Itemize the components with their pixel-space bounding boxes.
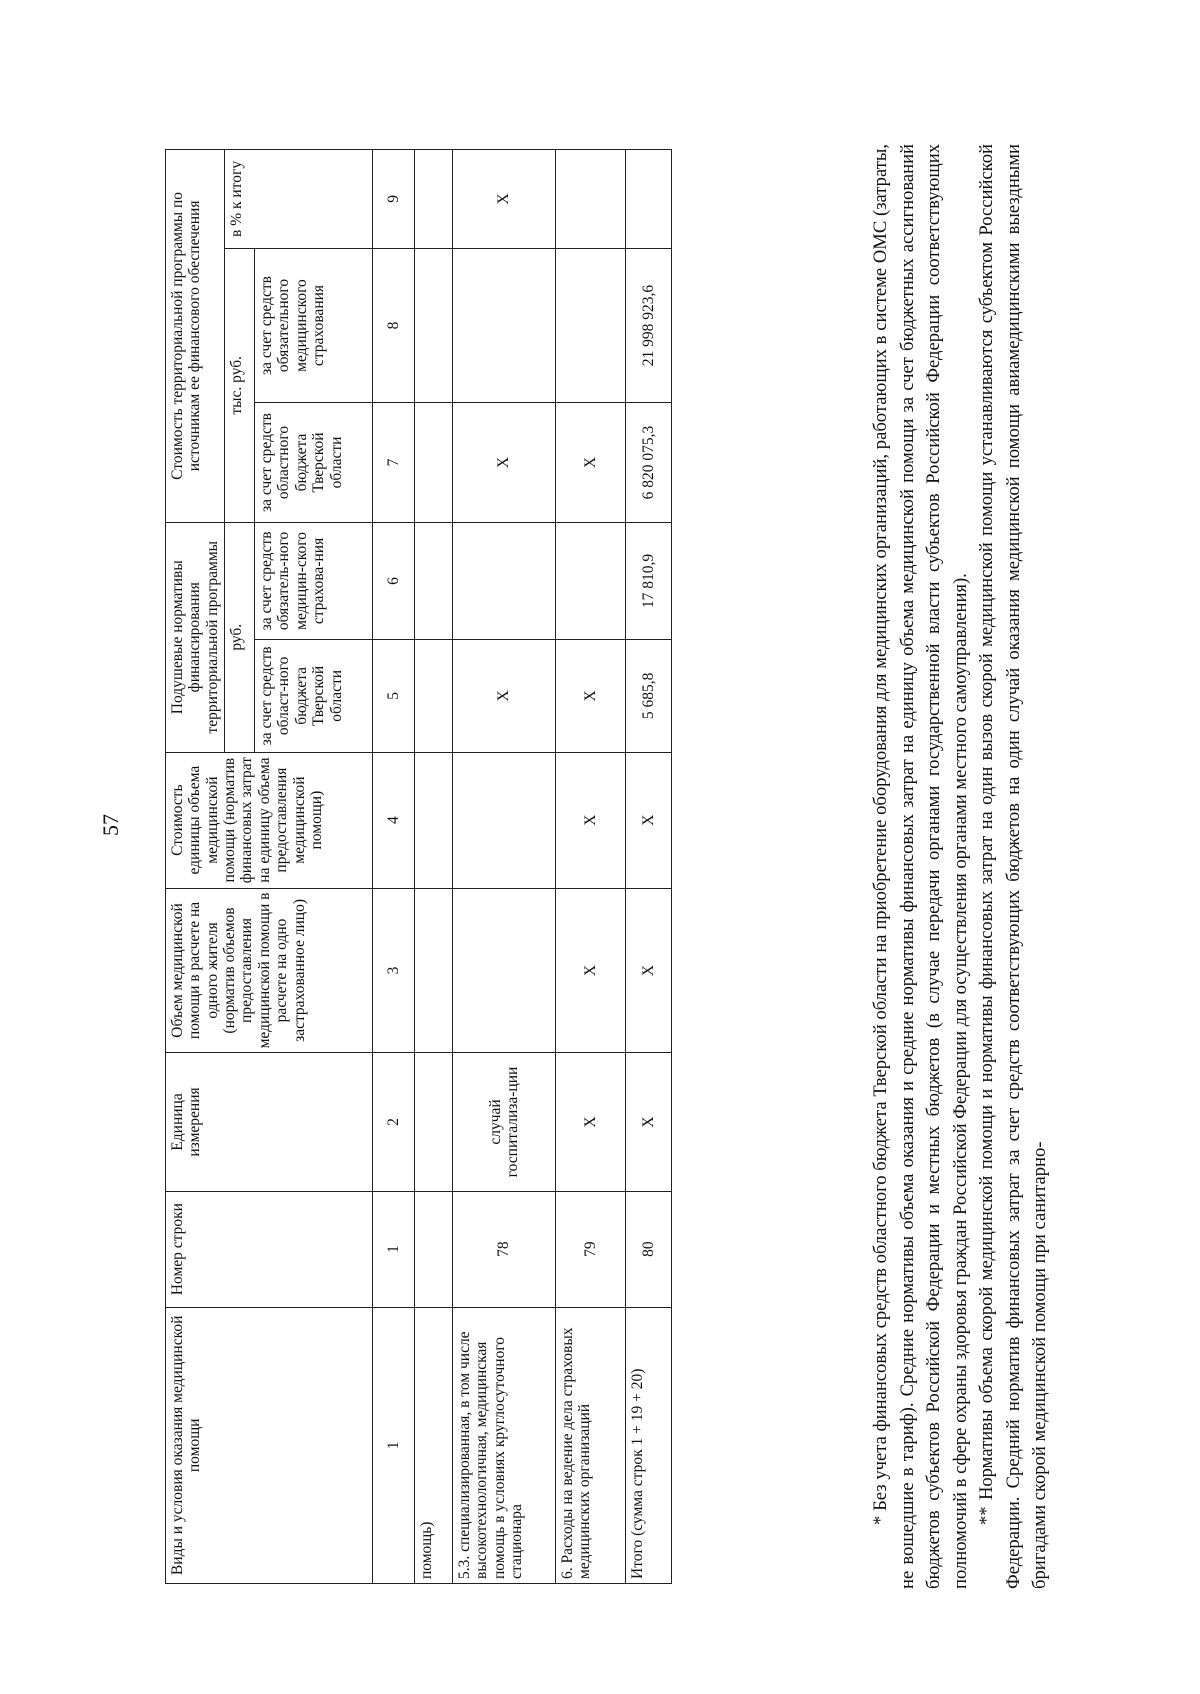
column-number: 1 xyxy=(373,1307,415,1583)
row-unit xyxy=(415,1053,453,1191)
row-tc-oms xyxy=(453,248,556,402)
row-unit-cost: Х xyxy=(556,752,626,888)
row-unit: Х xyxy=(626,1053,672,1191)
column-number: 7 xyxy=(373,403,415,523)
row-percent xyxy=(626,150,672,249)
header-unit: Единица измерения xyxy=(166,1053,373,1191)
row-pc-oms xyxy=(453,522,556,639)
row-unit-cost xyxy=(453,752,556,888)
footnotes xyxy=(868,144,1054,1589)
row-tc-budget xyxy=(415,403,453,523)
header-kinds: Виды и условия оказания медицинской помощи xyxy=(166,1307,373,1583)
row-tc-budget: Х xyxy=(453,403,556,523)
row-pc-oms: 17 810,9 xyxy=(626,522,672,639)
row-pc-budget: Х xyxy=(453,640,556,753)
row-name: 6. Расходы на ведение дела страховых медицинских организаций xyxy=(556,1307,626,1583)
row-name: 5.3. специализированная, в том числе высокотехнологичная, медицинская помощь в условиях круглосуточного стационара xyxy=(453,1307,556,1583)
header-oms-8: за счет средств обязательного медицинского страхования xyxy=(255,248,373,402)
header-rub: руб. xyxy=(225,522,255,752)
table-row xyxy=(556,150,626,1584)
row-number: 80 xyxy=(626,1191,672,1307)
column-number: 6 xyxy=(373,522,415,639)
footnote-2: ** Нормативы объема скорой медицинской помощи и нормативы финансовых затрат на один вызов скорой медицинской помощи устанавливаются субъектом Российской Федерации. Средний норматив финансовых затрат за счет средств соответствующих бюджетов на один случай оказания медицинской помощи авиамедицинскими выездными бригадами скорой медицинской помощи при санитарно- xyxy=(976,144,1050,1589)
row-volume xyxy=(415,888,453,1053)
page-number: 57 xyxy=(98,814,123,836)
column-numbers-row xyxy=(373,150,415,1584)
row-unit: Х xyxy=(556,1053,626,1191)
row-tc-oms: 21 998 923,6 xyxy=(626,248,672,402)
row-percent xyxy=(415,150,453,249)
row-tc-oms xyxy=(556,248,626,402)
row-name: Итого (сумма строк 1 + 19 + 20) xyxy=(626,1307,672,1583)
header-oms-6: за счет средств обязатель-ного медицин-ского страхова-ния xyxy=(255,522,373,639)
row-pc-budget: 5 685,8 xyxy=(626,640,672,753)
row-number: 78 xyxy=(453,1191,556,1307)
row-unit: случай госпитализа-ции xyxy=(453,1053,556,1191)
column-number: 1 xyxy=(373,1191,415,1307)
row-tc-oms xyxy=(415,248,453,402)
header-unit-cost: Стоимость единицы объема медицинской помощи (норматив финансовых затрат на единицу объема предоставления медицинской помощи) xyxy=(166,752,373,888)
row-pc-budget: Х xyxy=(556,640,626,753)
footnote-1: * Без учета финансовых средств областного бюджета Тверской области на приобретение оборудования для медицинских организаций, работающих в системе ОМС (затраты, не вошедшие в тариф). Средние нормативы объема оказания и средние нормативы финансовых затрат на единицу объема медицинской помощи за счет бюджетных ассигнований бюджетов субъектов Российской Федерации и местных бюджетов (в случае передачи органами государственной власти субъектов Российской Федерации соответствующих полномочий в сфере охраны здоровья граждан Российской Федерации для осуществления органами местного самоуправления). xyxy=(870,144,971,1589)
header-percent: в % к итогу xyxy=(225,150,373,249)
column-number: 5 xyxy=(373,640,415,753)
column-number: 2 xyxy=(373,1053,415,1191)
row-pc-budget xyxy=(415,640,453,753)
row-name: помощь) xyxy=(415,1307,453,1583)
row-tc-budget: 6 820 075,3 xyxy=(626,403,672,523)
row-volume xyxy=(453,888,556,1053)
row-pc-oms xyxy=(556,522,626,639)
program-cost-table xyxy=(165,149,672,1584)
column-number: 8 xyxy=(373,248,415,402)
row-number: 79 xyxy=(556,1191,626,1307)
row-volume: Х xyxy=(626,888,672,1053)
header-program-cost: Стоимость территориальной программы по источникам ее финансового обеспечения xyxy=(166,150,225,523)
row-unit-cost xyxy=(415,752,453,888)
header-thousand-rub: тыс. руб. xyxy=(225,248,255,522)
table-row xyxy=(415,150,453,1584)
row-number xyxy=(415,1191,453,1307)
header-per-capita: Подушевые нормативы финансирования территориальной программы xyxy=(166,522,225,752)
header-volume: Объем медицинской помощи в расчете на одного жителя (норматив объемов предоставления медицинской помощи в расчете на одно застрахованное лицо) xyxy=(166,888,373,1053)
table-row-total xyxy=(626,150,672,1584)
column-number: 4 xyxy=(373,752,415,888)
row-pc-oms xyxy=(415,522,453,639)
row-tc-budget: Х xyxy=(556,403,626,523)
row-volume: Х xyxy=(556,888,626,1053)
header-budget-7: за счет средств областного бюджета Тверской области xyxy=(255,403,373,523)
row-percent: Х xyxy=(453,150,556,249)
table-row xyxy=(453,150,556,1584)
column-number: 3 xyxy=(373,888,415,1053)
row-unit-cost: Х xyxy=(626,752,672,888)
row-percent xyxy=(556,150,626,249)
column-number: 9 xyxy=(373,150,415,249)
header-budget-5: за счет средств област-ного бюджета Тверской области xyxy=(255,640,373,753)
header-row-number: Номер строки xyxy=(166,1191,373,1307)
